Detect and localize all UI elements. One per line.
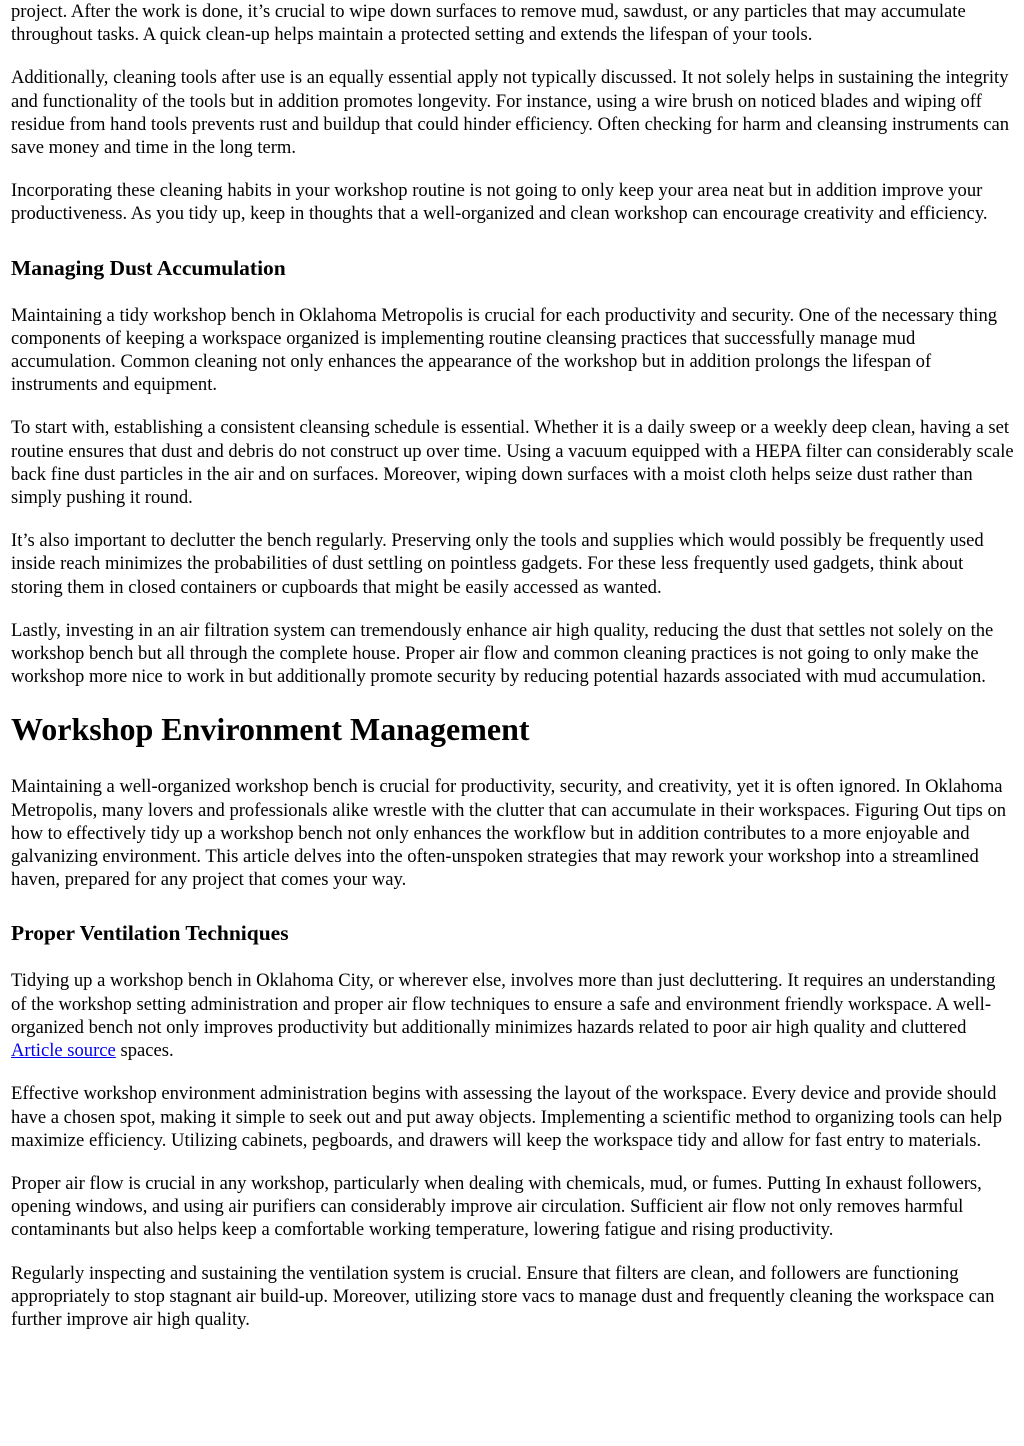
heading-ventilation-techniques: Proper Ventilation Techniques: [11, 921, 289, 946]
paragraph-text-after-link: spaces.: [115, 1040, 174, 1062]
paragraph-air-flow: Proper air flow is crucial in any workshop, particularly when dealing with chemicals, mud, or fumes. Putting In exhaust followers, opening windows, and using air purifiers can considerably improve air circulation. Sufficient air flow not only removes harmful contaminants but also helps keep a comfortable working temperature, lowering fatigue and rising productivity.: [11, 1172, 982, 1241]
heading-managing-dust: Managing Dust Accumulation: [11, 255, 286, 280]
heading-environment-management: Workshop Environment Management: [11, 711, 530, 748]
paragraph-air-filtration: Lastly, investing in an air filtration system can tremendously enhance air high quality, reducing the dust that settles not solely on the workshop bench but all through the complete house. Proper air flow and common cleaning practices is not going to only make the workshop more nice to work in but additionally promote security by reducing potential hazards associated with mud accumulation.: [11, 619, 994, 688]
paragraph-ventilation-intro: [11, 969, 1014, 1062]
paragraph-text-before-link: Tidying up a workshop bench in Oklahoma City, or wherever else, involves more than just decluttering. It requires an understanding of the workshop setting administration and proper air flow techniques to ensure a safe and environment friendly workspace. A well-organized bench not only improves productivity but additionally minimizes hazards related to poor air high quality and cluttered: [11, 970, 996, 1038]
paragraph-layout-assessment: Effective workshop environment administration begins with assessing the layout of the workspace. Every device and provide should have a chosen spot, making it simple to seek out and put away objects. Implementing a scientific method to organizing tools can help maximize efficiency. Utilizing cabinets, pegboards, and drawers will keep the workspace tidy and allow for fast entry to materials.: [11, 1083, 1003, 1151]
paragraph-declutter: It’s also important to declutter the bench regularly. Preserving only the tools and supplies which would possibly be frequently used inside reach minimizes the probabilities of dust settling on pointless gadgets. For these less frequently used gadgets, think about storing them in closed containers or cupboards that might be easily accessed as wanted.: [11, 530, 984, 598]
paragraph-dust-intro: Maintaining a tidy workshop bench in Oklahoma Metropolis is crucial for each productivity and security. One of the necessary thing components of keeping a workspace organized is implementing routine cleansing practices that successfully manage mud accumulation. Common cleaning not only enhances the appearance of the workshop but in addition prolongs the lifespan of instruments and equipment.: [11, 304, 998, 396]
paragraph-cleanup: project. After the work is done, it’s crucial to wipe down surfaces to remove mud, sawdust, or any particles that may accumulate throughout tasks. A quick clean-up helps maintain a protected setting and extends the lifespan of your tools.: [11, 1, 966, 46]
paragraph-cleaning-tools: Additionally, cleaning tools after use is an equally essential apply not typically discussed. It not solely helps in sustaining the integrity and functionality of the tools but in addition promotes longevity. For instance, using a wire brush on noticed blades and wiping off residue from hand tools prevents rust and buildup that could hinder efficiency. Often checking for harm and cleansing instruments can save money and time in the long term.: [11, 67, 1010, 159]
paragraph-cleansing-schedule: To start with, establishing a consistent cleansing schedule is essential. Whether it is a daily sweep or a weekly deep clean, having a set routine ensures that dust and debris do not construct up over time. Using a vacuum equipped with a HEPA filter can considerably scale back fine dust particles in the air and on surfaces. Moreover, wiping down surfaces with a moist cloth helps seize dust rather than simply pushing it round.: [11, 417, 1014, 509]
paragraph-cleaning-habits: Incorporating these cleaning habits in your workshop routine is not going to only keep your area neat but in addition improve your productiveness. As you tidy up, keep in thoughts that a well-organized and clean workshop can encourage creativity and efficiency.: [11, 180, 988, 225]
article-source-link[interactable]: Article source: [11, 1040, 116, 1062]
paragraph-ventilation-maintenance: Regularly inspecting and sustaining the ventilation system is crucial. Ensure that filters are clean, and followers are functioning appropriately to stop stagnant air build-up. Moreover, utilizing store vacs to manage dust and frequently cleaning the workspace can further improve air high quality.: [11, 1262, 995, 1330]
paragraph-environment-intro: Maintaining a well-organized workshop bench is crucial for productivity, security, and creativity, yet it is often ignored. In Oklahoma Metropolis, many lovers and professionals alike wrestle with the clutter that can accumulate in their workspaces. Figuring Out tips on how to effectively tidy up a workshop bench not only enhances the workflow but in addition contributes to a more enjoyable and galvanizing environment. This article delves into the often-unspoken strategies that may rework your workshop into a streamlined haven, prepared for any project that comes your way.: [11, 776, 1007, 891]
